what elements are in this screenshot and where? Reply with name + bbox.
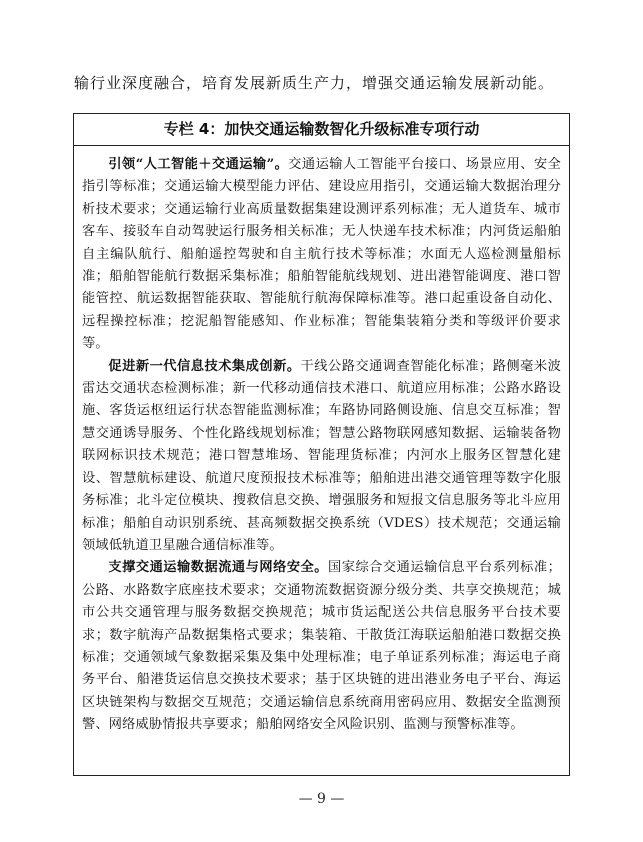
paragraph-ai-plus-transport	[82, 154, 561, 356]
intro-line: 输行业深度融合，培育发展新质生产力，增强交通运输发展新动能。	[74, 74, 555, 92]
column-title: 专栏 4：加快交通运输数智化升级标准专项行动	[74, 114, 569, 146]
paragraph-lead: 引领“人工智能＋交通运输”。	[108, 157, 289, 172]
paragraph-it-integration	[82, 356, 561, 558]
page-number: — 9 —	[298, 791, 345, 807]
paragraph-text: 交通运输人工智能平台接口、场景应用、安全指引等标准；交通运输大模型能力评估、建设应用指引，交通运输大数据治理分析技术要求；交通运输行业高质量数据集建设测评系列标准；无人道货车、城市客车、接驳车自动驾驶运行服务相关标准；无人快递车技术标准；内河货运船舶自主编队航行、船舶遥控驾驶和自主航行技术等标准；水面无人巡检测量船标准；船舶智能航行数据采集标准；船舶智能航线规划、进出港智能调度、港口智能管控、航运数据智能获取、智能航行航海保障标准等。港口起重设备自动化、远程操控标准；挖泥船智能感知、作业标准；智能集装箱分类和等级评价要求等。	[82, 157, 561, 352]
column-box	[73, 113, 570, 776]
paragraph-lead: 支撑交通运输数据流通与网络安全。	[108, 560, 328, 576]
paragraph-text: 国家综合交通运输信息平台系列标准；公路、水路数字底座技术要求；交通物流数据资源分级分类、共享交换规范；城市公共交通管理与服务数据交换规范；城市货运配送公共信息服务平台技术要求；数字航海产品数据集格式要求；集装箱、干散货江海联运船舶港口数据交换标准；交通领域气象数据采集及集中处理标准；电子单证系列标准；海运电子商务平台、船港货运信息交换技术要求；基于区块链的进出港业务电子平台、海运区块链架构与数据交互规范；交通运输信息系统商用密码应用、数据安全监测预警、网络威胁情报共享要求；船舶网络安全风险识别、监测与预警标准等。	[82, 560, 561, 733]
paragraph-text: 干线公路交通调查智能化标准；路侧毫米波雷达交通状态检测标准；新一代移动通信技术港口、航道应用标准；公路水路设施、客货运枢纽运行状态智能监测标准；车路协同路侧设施、信息交互标准；智慧交通诱导服务、个性化路线规划标准；智慧公路物联网感知数据、运输装备物联网标识技术规范；港口智慧堆场、智能理货标准；内河水上服务区智慧化建设、智慧航标建设、航道尺度预报技术标准等；船舶进出港交通管理等数字化服务标准；北斗定位模块、搜救信息交换、增强服务和短报文信息服务等北斗应用标准；船舶自动识别系统、甚高频数据交换系统（VDES）技术规范；交通运输领域低轨道卫星融合通信标准等。	[82, 358, 561, 553]
column-body	[74, 146, 569, 737]
paragraph-lead: 促进新一代信息技术集成创新。	[108, 358, 301, 374]
paragraph-data-security	[82, 557, 561, 736]
